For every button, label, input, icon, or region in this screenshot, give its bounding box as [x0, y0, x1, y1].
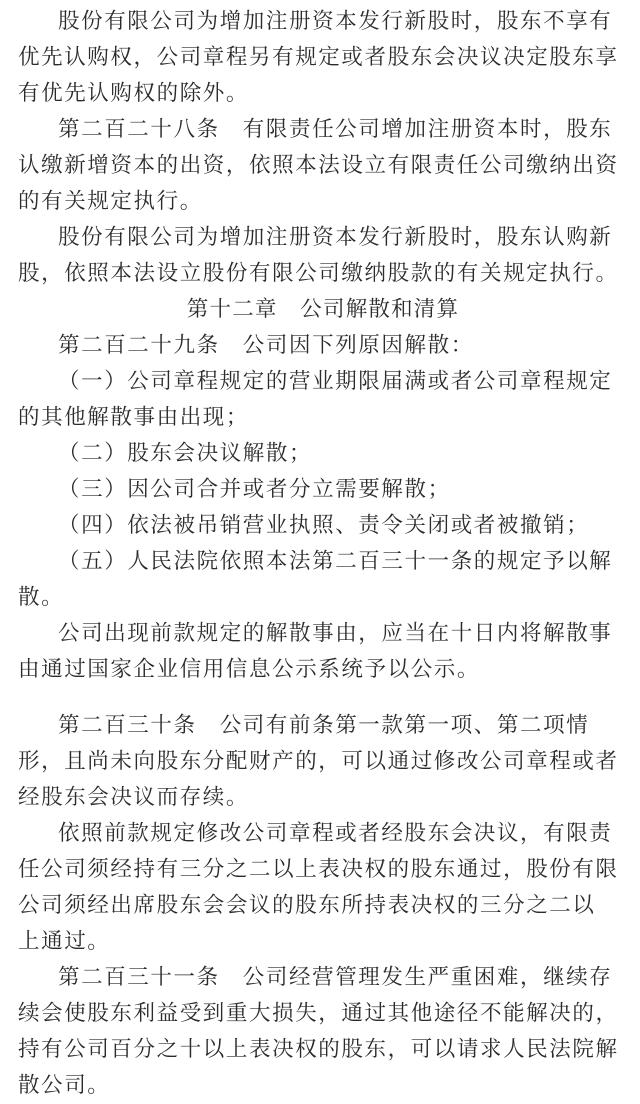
text-line: 散公司。 [18, 1073, 111, 1098]
list-item-4: （四）依法被吊销营业执照、责令关闭或者被撤销； [58, 513, 590, 538]
text-line: 公司须经出席股东会会议的股东所持表决权的三分之二以 [18, 893, 596, 918]
text-line: 股份有限公司为增加注册资本发行新股时，股东认购新 [58, 225, 613, 250]
text-line: 散。 [18, 585, 65, 610]
text-line: 认缴新增资本的出资，依照本法设立有限责任公司缴纳出资 [18, 153, 619, 178]
article-229-heading-line: 第二百二十九条 公司因下列原因解散： [58, 333, 474, 358]
text-line: 任公司须经持有三分之二以上表决权的股东通过，股份有限 [18, 857, 619, 882]
text-line: 股，依照本法设立股份有限公司缴纳股款的有关规定执行。 [18, 261, 619, 286]
chapter-title: 第十二章 公司解散和清算 [186, 297, 460, 322]
list-item-3: （三）因公司合并或者分立需要解散； [58, 477, 451, 502]
text-line: 股份有限公司为增加注册资本发行新股时，股东不享有 [58, 9, 613, 34]
text-line: 经股东会决议而存续。 [18, 785, 250, 810]
text-line: 的有关规定执行。 [18, 189, 203, 214]
article-228-heading-line: 第二百二十八条 有限责任公司增加注册资本时，股东 [58, 117, 613, 142]
text-line: 续会使股东利益受到重大损失，通过其他途径不能解决的， [18, 1001, 619, 1026]
article-230-heading-line: 第二百三十条 公司有前条第一款第一项、第二项情 [58, 713, 590, 738]
paragraph-gap [18, 688, 628, 708]
text-line: 上通过。 [18, 929, 111, 954]
text-line: 依照前款规定修改公司章程或者经股东会决议，有限责 [58, 821, 613, 846]
text-line: 优先认购权，公司章程另有规定或者股东会决议决定股东享 [18, 45, 619, 70]
list-item-5: （五）人民法院依照本法第二百三十一条的规定予以解 [58, 549, 613, 574]
text-line: 的其他解散事由出现； [18, 405, 250, 430]
text-line: 公司出现前款规定的解散事由，应当在十日内将解散事 [58, 621, 613, 646]
text-line: 有优先认购权的除外。 [18, 81, 250, 106]
text-line: 持有公司百分之十以上表决权的股东，可以请求人民法院解 [18, 1037, 619, 1062]
text-line: 形，且尚未向股东分配财产的，可以通过修改公司章程或者 [18, 749, 619, 774]
list-item-2: （二）股东会决议解散； [58, 441, 313, 466]
list-item-1: （一）公司章程规定的营业期限届满或者公司章程规定 [58, 369, 613, 394]
article-231-heading-line: 第二百三十一条 公司经营管理发生严重困难，继续存 [58, 965, 613, 990]
text-line: 由通过国家企业信用信息公示系统予以公示。 [18, 657, 481, 682]
